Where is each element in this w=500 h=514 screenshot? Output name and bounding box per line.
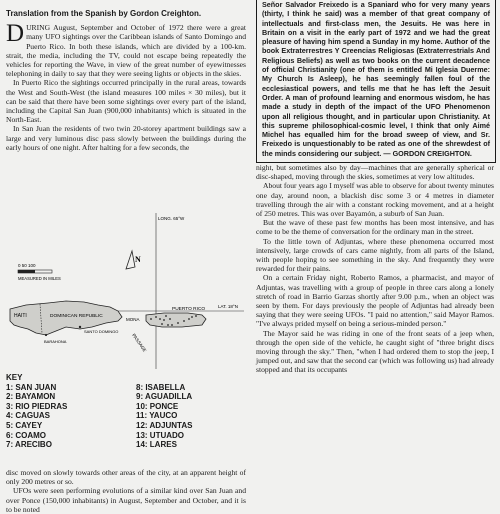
key-item: 12: ADJUNTAS bbox=[136, 420, 193, 430]
barahona-label: BARAHONA bbox=[44, 339, 67, 344]
key-title: KEY bbox=[6, 373, 23, 382]
right-paragraph-2: About four years ago I myself was able to observe for about twenty minutes one day, around noon, a blackish disc some 3 or 4 metres in diameter travelling through the air with a constant rocking movement, and at a height of 250 metres. This was over Bayamón, a suburb of San Juan. bbox=[256, 181, 494, 219]
key-item: 9: AGUADILLA bbox=[136, 392, 193, 402]
haiti-label: HAITI bbox=[14, 313, 27, 319]
svg-text:N: N bbox=[135, 255, 141, 264]
left-paragraph-1: URING August, September and October of 1972 there were a great many UFO sightings over the Caribbean islands of Santo Domingo and Puerto Rico. In both these islands, which are divided by a 100-km. strait, the media, including the TV, could not escape being repeatedly the vehicles for reporting the Wave, in view of the great number of eyewitnesses telephoning in daily to say that they were seeing lights or objects in the skies. bbox=[6, 23, 246, 79]
key-item: 11: YAUCO bbox=[136, 411, 178, 421]
key-item: 4: CAGUAS bbox=[6, 411, 51, 421]
translation-byline: Translation from the Spanish by Gordon Creighton. bbox=[6, 9, 202, 18]
left-column bbox=[6, 0, 246, 152]
map-key bbox=[6, 373, 246, 450]
dominican-label: DOMINICAN REPUBLIC bbox=[50, 314, 103, 319]
key-left-list bbox=[6, 383, 136, 450]
key-right-list bbox=[136, 383, 246, 450]
key-item: 14: LARES bbox=[136, 440, 177, 450]
puerto-rico-island bbox=[146, 313, 206, 327]
santo-domingo-label: SANTO DOMINGO bbox=[84, 329, 119, 334]
drop-cap: D bbox=[6, 20, 25, 48]
lat-label: LAT. 18°N bbox=[218, 304, 238, 309]
key-item: 5: CAYEY bbox=[6, 420, 43, 430]
key-item: 8: ISABELLA bbox=[136, 382, 186, 392]
key-item: 7: ARECIBO bbox=[6, 440, 52, 450]
right-paragraph-4: To the little town of Adjuntas, where these phenomena occurred most intensively, large crowds of cars came nightly, from all parts of the Island, with people hoping to see something in the sky. And frequently they were rewarded for their pains. bbox=[256, 236, 494, 274]
scale-units: MEASURED IN MILES bbox=[18, 276, 61, 281]
mona-label: MONA bbox=[126, 317, 140, 322]
right-paragraph-6: The Mayor said he was riding in one of the front seats of a jeep when, through the open side of the vehicle, he caught sight of "three bright discs moving through the sky." Then, "when I had ordered them to stop the jeep, I jumped out, and saw that the second car (which was following us) had already stopped and that its occupants bbox=[256, 328, 494, 375]
right-paragraph-5: On a certain Friday night, Roberto Ramos, a pharmacist, and mayor of Adjuntas, was travelling with a group of people in three cars along a lonely stretch of road in Barrio Garzas shortly after 9.00 p.m., when an object was seen by them. For days previously the people of Adjuntas had already been saying that they were seeing UFOs. "I paid no attention," said Mayor Ramos. "I've always prided myself on being a serious-minded person." bbox=[256, 273, 494, 329]
left-bottom-paragraph-2: UFOs were seen performing evolutions of a similar kind over San Juan and over Ponce (150,000 inhabitants) in August, September and October, and it is to be noted bbox=[6, 486, 246, 514]
puerto-rico-label: PUERTO RICO bbox=[172, 307, 206, 312]
scale-numbers: 0 50 100 bbox=[18, 263, 36, 268]
left-paragraph-2: In Puerto Rico the sightings occurred principally in the rural areas, towards the West and South-West (the island measures 100 miles × 30 miles), but it can be said that there have been some sightings over every part of the island, including the Capital San Juan (900,000 inhabitants) which is situated in the North-East. bbox=[6, 78, 246, 125]
key-item: 13: UTUADO bbox=[136, 430, 185, 440]
author-bio-text: Señor Salvador Freixedo is a Spaniard who for very many years (thirty, I think he said) was a member of that great company of intellectuals and first-class men, the Jesuits. He was here in Britain on a visit in the early part of 1972 and we had the great pleasure of having him spend a Sunday in my home. Author of the book Extraterrestres Y Creencias Religiosas (Extraterrestrials And Religious Beliefs) as well as two books on the current decadence of official Christianity (one of them is entitled Mi Iglesia Duerme: My Church Is Asleep), he has seemingly fallen foul of the ecclesiastical powers, and tells me that he has left the Jesuit Order. A man of profound learning and enormous wisdom, he has made a study in depth of the impact of the UFO Phenomenon upon all religious thought, and in particular upon Christianity. At this supreme philosophical-cosmic level, I think that only Aimé Michel has equalled him for the broad sweep of view, and Sr. Freixedo is unquestionably to be rated as one of the shrewdest of the minds considering our subject. — GORDON CREIGHTON. bbox=[262, 0, 490, 158]
right-paragraph-1: night, but sometimes also by day—machines that are generally spherical or disc-shaped, moving through the skies, sometimes at very low altitudes. bbox=[256, 163, 494, 182]
key-item: 6: COAMO bbox=[6, 430, 46, 440]
key-item: 1: SAN JUAN bbox=[6, 382, 57, 392]
left-bottom-text bbox=[6, 468, 246, 514]
left-paragraph-3: In San Juan the residents of two twin 20-storey apartment buildings saw a large and very luminous disc pass slowly between the buildings during the early hours of one night. After halting for a few seconds, the bbox=[6, 124, 246, 152]
key-item: 10: PONCE bbox=[136, 401, 179, 411]
right-paragraph-3: But the wave of these past few months has been most intensive, and has come to be the theme of conversation for the ordinary man in the street. bbox=[256, 218, 494, 237]
passage-label: PASSAGE bbox=[131, 332, 148, 353]
long-label: LONG. 65°W bbox=[158, 216, 185, 221]
author-bio-box bbox=[256, 0, 496, 163]
left-bottom-paragraph-1: disc moved on slowly towards other areas of the city, at an apparent height of only 200 metres or so. bbox=[6, 468, 246, 487]
key-item: 3: RIO PIEDRAS bbox=[6, 401, 68, 411]
caribbean-map bbox=[6, 209, 246, 371]
right-column bbox=[256, 163, 494, 375]
key-item: 2: BAYAMON bbox=[6, 392, 56, 402]
